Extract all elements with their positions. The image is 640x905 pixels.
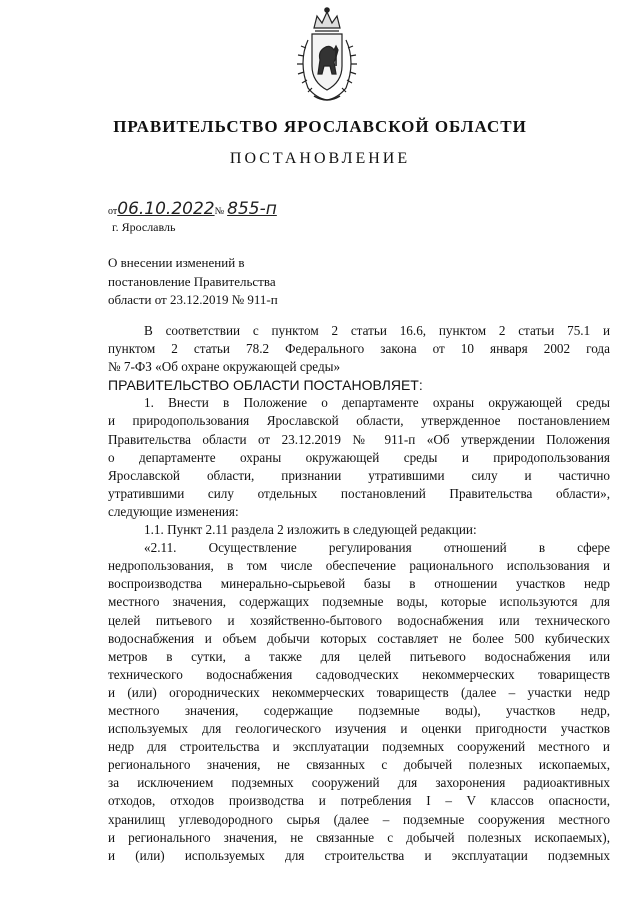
document-date: 06.10.2022 <box>117 199 215 219</box>
quote-line: используемых для геологического изучения и оценки пригодности участков <box>108 721 610 737</box>
item-line: 1. Внести в Положение о департаменте охраны окружающей среды <box>144 395 610 411</box>
document-body <box>108 322 610 865</box>
document-type-heading: ПОСТАНОВЛЕНИЕ <box>229 150 411 167</box>
quote-line: хранилищ углеводородного сырья (далее – подземные сооружения местного <box>108 811 610 827</box>
document-subject <box>108 254 278 310</box>
city-label: г. Ярославль <box>112 220 176 234</box>
quote-line: недр для строительства и эксплуатации подземных сооружений местного и <box>108 739 610 755</box>
subject-line: области от 23.12.2019 № 911-п <box>108 292 278 307</box>
quote-line: и (или) используемых для строительства и эксплуатации подземных <box>108 847 610 863</box>
item-line: Правительства области от 23.12.2019 № 911-п «Об утверждении Положения <box>108 431 610 447</box>
date-prefix: от <box>108 206 118 217</box>
resolution-heading: ПРАВИТЕЛЬСТВО ОБЛАСТИ ПОСТАНОВЛЯЕТ: <box>108 377 423 394</box>
quote-line: технического водоснабжения садоводческих некоммерческих товариществ <box>108 666 610 682</box>
subject-line: постановление Правительства <box>108 273 276 289</box>
quote-line: отходов, отходов производства и потребления I – V классов опасности, <box>108 793 610 809</box>
preamble-line: В соответствии с пунктом 2 статьи 16.6, пунктом 2 статьи 75.1 и <box>144 323 610 338</box>
item-line: Ярославской области, признании утратившими силу и частично <box>108 467 610 483</box>
number-prefix: № <box>214 206 225 217</box>
quote-line: и (или) огороднических некоммерческих товариществ (далее – участки недр <box>108 684 610 700</box>
quote-line: за исключением подземных сооружений для захоронения радиоактивных <box>108 775 610 791</box>
coat-of-arms-emblem <box>284 4 370 106</box>
date-number-line <box>108 199 277 219</box>
quote-line: водоснабжения и объем добычи которых составляет не более 500 кубических <box>108 630 610 646</box>
quote-line: «2.11. Осуществление регулирования отношений в сфере <box>144 540 610 556</box>
item-line: следующие изменения: <box>108 503 239 519</box>
preamble-line: пунктом 2 статьи 78.2 Федерального закона от 10 января 2002 года <box>108 341 610 357</box>
quote-line: и регионального значения, не связанные с добычей полезных ископаемых), <box>108 829 610 845</box>
subitem-line: 1.1. Пункт 2.11 раздела 2 изложить в следующей редакции: <box>144 522 477 538</box>
quote-line: целей питьевого и хозяйственно-бытового водоснабжения или технического <box>108 612 610 628</box>
item-line: утратившими силу отдельных постановлений Правительства области», <box>108 485 610 501</box>
government-title: ПРАВИТЕЛЬСТВО ЯРОСЛАВСКОЙ ОБЛАСТИ <box>113 117 527 136</box>
quote-line: местного значения, содержащие подземные воды), участков недр, <box>108 702 610 718</box>
item-line: и природопользования Ярославской области, утвержденное постановлением <box>108 413 610 429</box>
preamble-line: № 7-ФЗ «Об охране окружающей среды» <box>108 359 341 375</box>
quote-line: регионального значения, не связанных с добычей полезных ископаемых, <box>108 757 610 773</box>
quote-line: метров в сутки, а также для целей питьевого водоснабжения или <box>108 648 610 664</box>
quote-line: местного значения, содержащих подземные воды, которые используются для <box>108 594 610 610</box>
item-line: о департаменте охраны окружающей среды и природопользования <box>108 449 610 465</box>
document-number: 855-п <box>227 199 277 219</box>
quote-line: недропользования, в том числе обеспечение рационального использования и <box>108 558 610 574</box>
subject-line: О внесении изменений в <box>108 255 245 270</box>
quote-line: воспроизводства минерально-сырьевой базы в отношении участков недр <box>108 576 610 592</box>
